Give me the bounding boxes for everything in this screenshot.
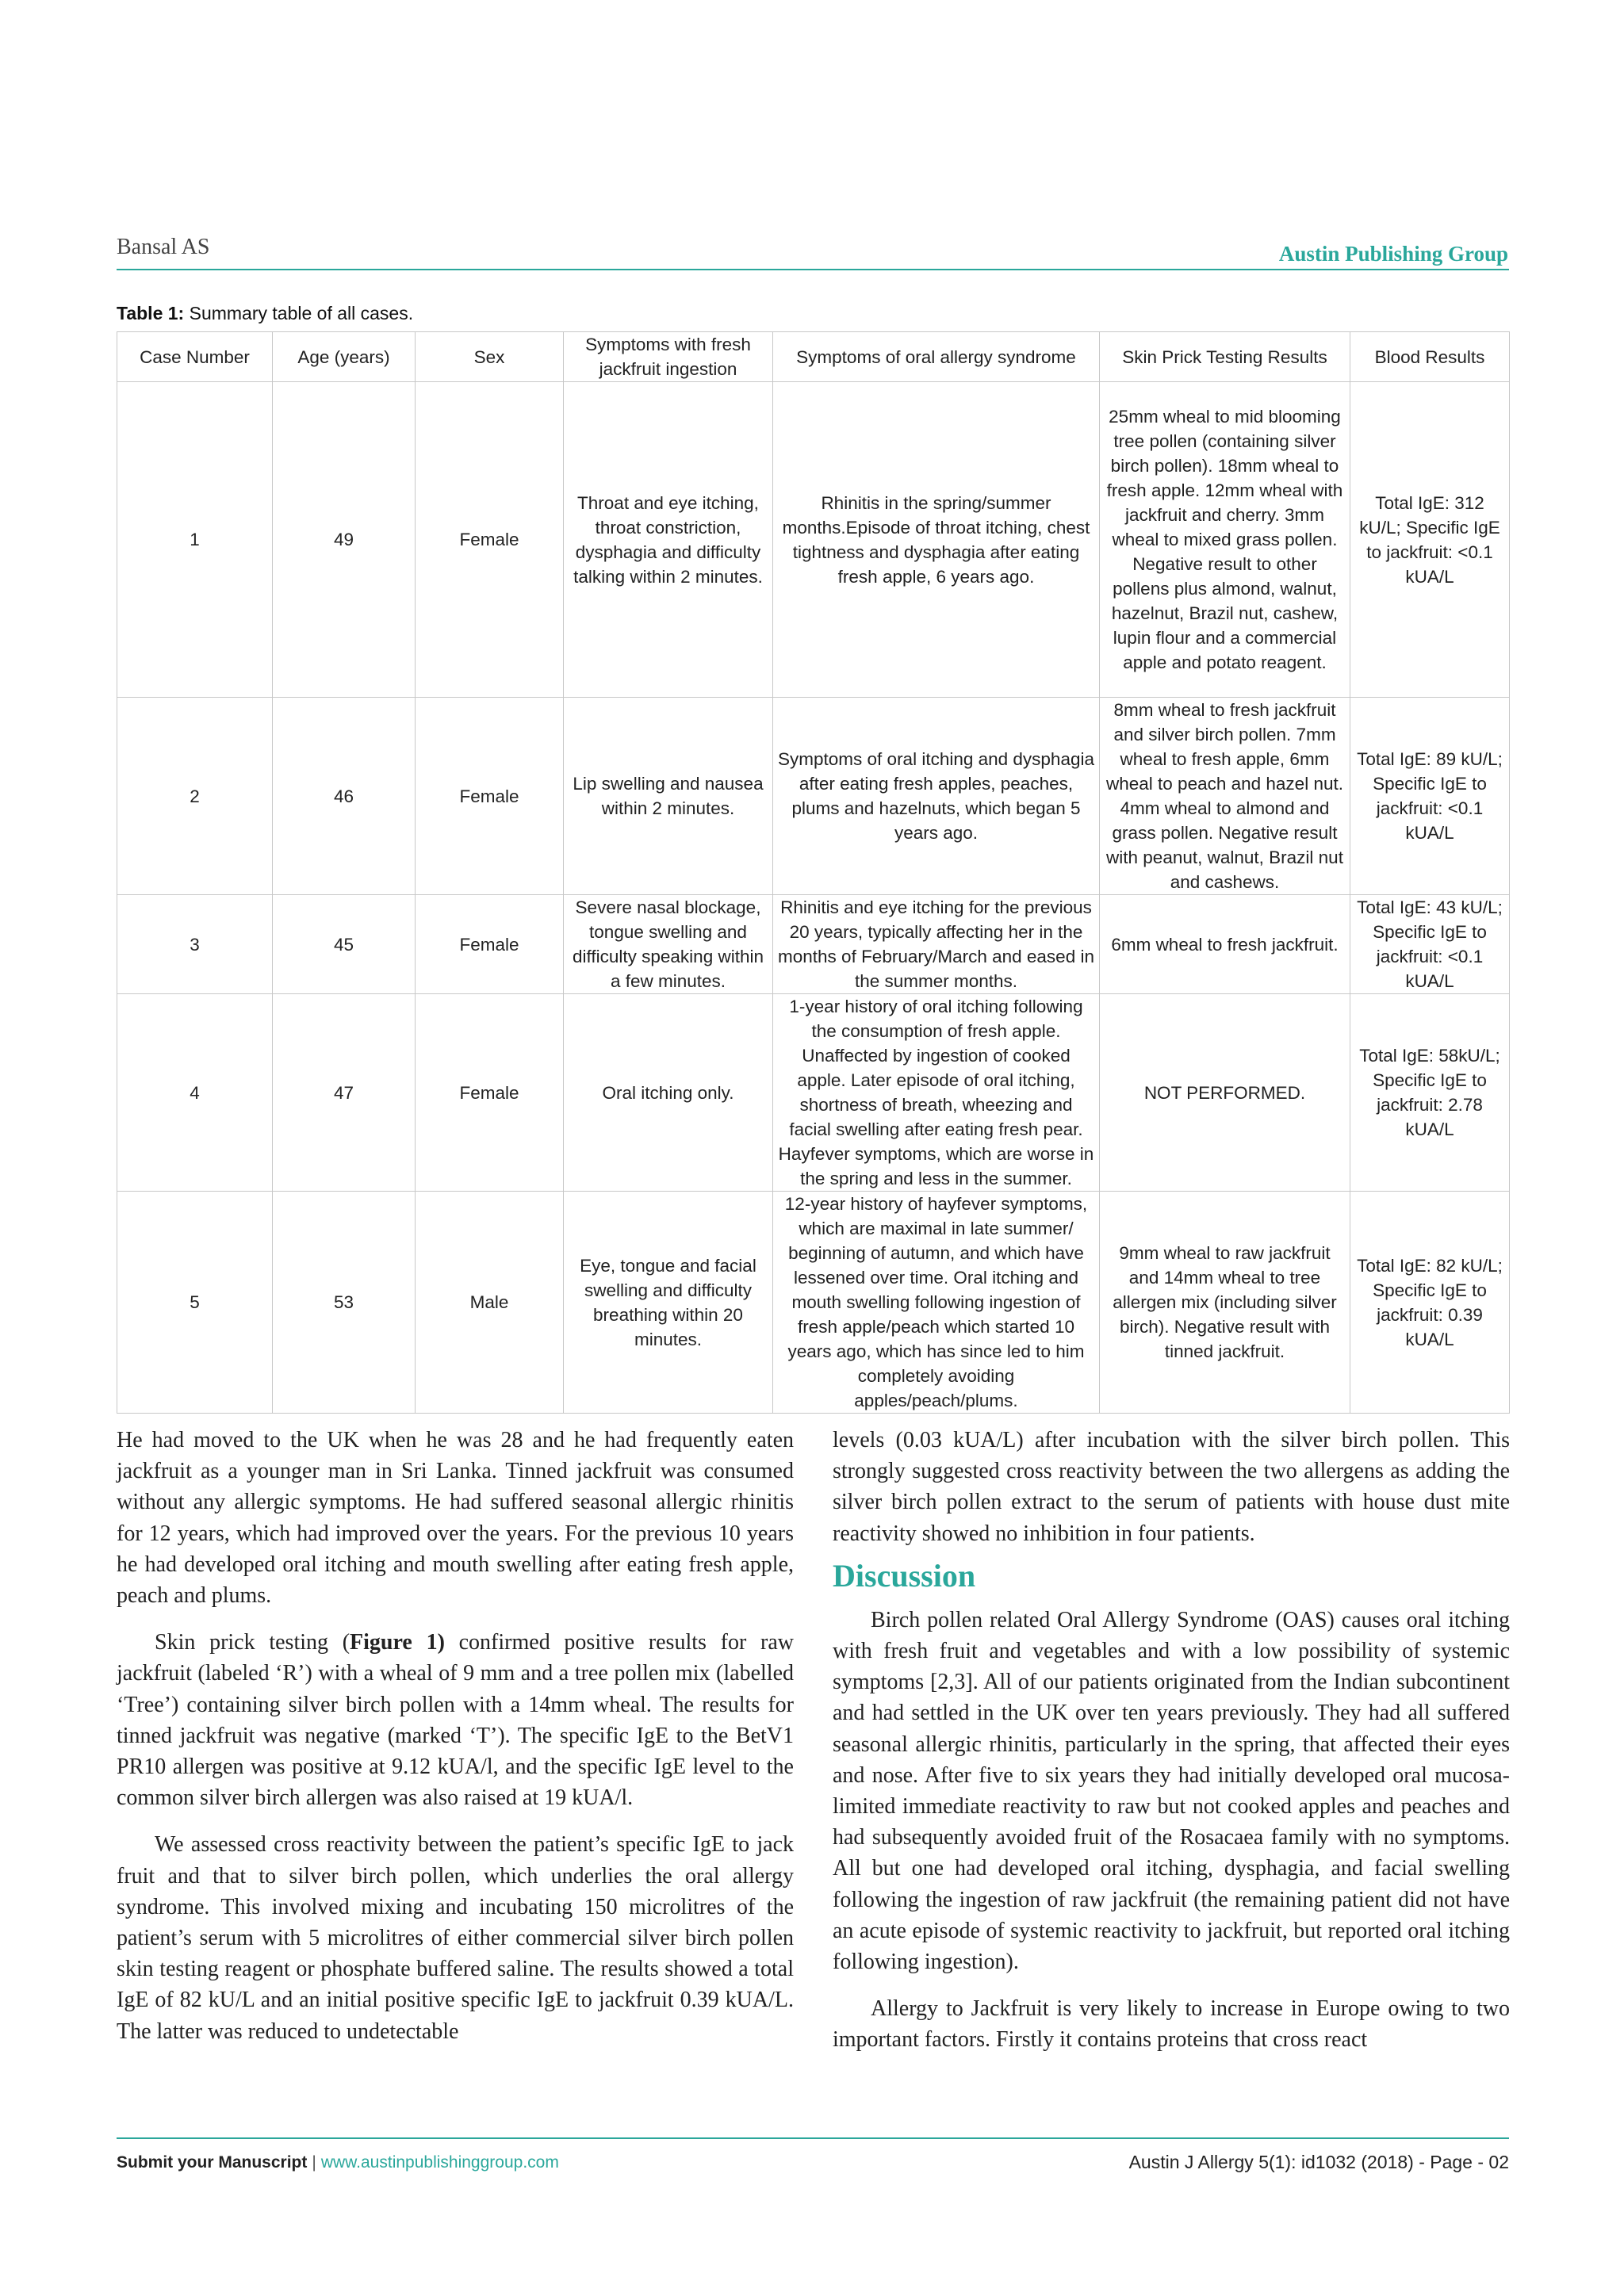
table-cell: Male xyxy=(416,1192,564,1414)
table-cell: Total IgE: 89 kU/L; Specific IgE to jackfruit: <0.1 kUA/L xyxy=(1350,698,1510,895)
table-caption xyxy=(117,303,413,324)
table-cell: Eye, tongue and facial swelling and difficulty breathing within 20 minutes. xyxy=(564,1192,773,1414)
table-cell: 3 xyxy=(117,895,273,994)
section-heading-discussion: Discussion xyxy=(833,1557,976,1594)
body-paragraph: Allergy to Jackfruit is very likely to increase in Europe owing to two important factors. Firstly it contains proteins that cross react xyxy=(833,1996,1510,2053)
column-header: Skin Prick Testing Results xyxy=(1100,332,1350,382)
left-text-column xyxy=(117,1425,794,2063)
table-cell: Female xyxy=(416,698,564,895)
body-paragraph xyxy=(117,1627,794,1813)
table-cell: 1-year history of oral itching following the consumption of fresh apple. Unaffected by ingestion of cooked apple. Later episode of oral itching, shortness of breath, wheezing and facial swelling after eating fresh pear. Hayfever symptoms, which are worse in the spring and less in the summer. xyxy=(773,994,1100,1192)
table-cell: Symptoms of oral itching and dysphagia after eating fresh apples, peaches, plums and hazelnuts, which began 5 years ago. xyxy=(773,698,1100,895)
submit-manuscript-link[interactable]: Submit your Manuscript xyxy=(117,2153,308,2172)
table-cell: 25mm wheal to mid blooming tree pollen (containing silver birch pollen). 18mm wheal to fresh apple. 12mm wheal with jackfruit and cherry. 3mm wheal to mixed grass pollen. Negative result to other pollens plus almond, walnut, hazelnut, Brazil nut, cashew, lupin flour and a commercial apple and potato reagent. xyxy=(1100,382,1350,698)
table-caption-label: Table 1: xyxy=(117,303,185,323)
table-row xyxy=(117,698,1510,895)
table-cell: 12-year history of hayfever symptoms, which are maximal in late summer/ beginning of autumn, and which have lessened over time. Oral itching and mouth swelling following ingestion of fresh apple/peach which started 10 years ago, which has since led to him completely avoiding apples/peach/plums. xyxy=(773,1192,1100,1414)
table-header-row xyxy=(117,332,1510,382)
table-cell: Total IgE: 312 kU/L; Specific IgE to jackfruit: <0.1 kUA/L xyxy=(1350,382,1510,698)
table-cell: NOT PERFORMED. xyxy=(1100,994,1350,1192)
table-row xyxy=(117,895,1510,994)
cases-summary-table xyxy=(117,331,1510,1414)
table-cell: Rhinitis and eye itching for the previous 20 years, typically affecting her in the months of February/March and eased in the summer months. xyxy=(773,895,1100,994)
body-paragraph: Birch pollen related Oral Allergy Syndrome (OAS) causes oral itching with fresh fruit and vegetables and with a low possibility of systemic symptoms [2,3]. All of our patients originated from the Indian subcontinent and had settled in the UK over ten years previously. They had all suffered seasonal allergic rhinitis, particularly in the spring, that affected their eyes and nose. After five to six years they had initially developed oral mucosa-limited immediate reactivity to raw but not cooked apples and peaches and had subsequently avoided fruit of the Rosacaea family with no symptoms. All but one had developed oral itching, dysphagia, and facial swelling following the ingestion of raw jackfruit (the remaining patient did not have an acute episode of systemic reactivity to jackfruit, but reported oral itching following ingestion). xyxy=(833,1607,1510,1975)
header-divider xyxy=(117,269,1509,270)
table-cell: Severe nasal blockage, tongue swelling and difficulty speaking within a few minutes. xyxy=(564,895,773,994)
paragraph-text: confirmed positive results for raw jackfruit (labeled ‘R’) with a wheal of 9 mm and a tree pollen mix (labelled ‘Tree’) containing silver birch pollen with a 14mm wheal. The results for tinned jackfruit was negative (marked ‘T’). The specific IgE to the BetV1 PR10 allergen was positive at 9.12 kUA/l, and the specific IgE level to the common silver birch allergen was also raised at 19 kUA/l. xyxy=(117,1630,794,1811)
table-cell: 6mm wheal to fresh jackfruit. xyxy=(1100,895,1350,994)
table-cell: 46 xyxy=(273,698,416,895)
page-citation: Austin J Allergy 5(1): id1032 (2018) - Page - 02 xyxy=(1128,2152,1509,2172)
table-cell: Total IgE: 58kU/L; Specific IgE to jackfruit: 2.78 kUA/L xyxy=(1350,994,1510,1192)
body-paragraph: levels (0.03 kUA/L) after incubation with the silver birch pollen. This strongly suggested cross reactivity between the two allergens as adding the silver birch pollen extract to the serum of patients with house dust mite reactivity showed no inhibition in four patients. xyxy=(833,1428,1510,1546)
figure-reference-link[interactable]: Figure 1) xyxy=(350,1630,445,1655)
table-cell: Total IgE: 43 kU/L; Specific IgE to jackfruit: <0.1 kUA/L xyxy=(1350,895,1510,994)
table-row xyxy=(117,1192,1510,1414)
footer-divider xyxy=(117,2137,1509,2139)
table-cell: 1 xyxy=(117,382,273,698)
paragraph-text: Skin prick testing ( xyxy=(155,1630,350,1655)
table-cell: Rhinitis in the spring/summer months.Episode of throat itching, chest tightness and dysphagia after eating fresh apple, 6 years ago. xyxy=(773,382,1100,698)
body-paragraph: We assessed cross reactivity between the patient’s specific IgE to jack fruit and that to silver birch pollen, which underlies the oral allergy syndrome. This involved mixing and incubating 150 microlitres of the patient’s serum with 5 microlitres of either commercial silver birch pollen skin testing reagent or phosphate buffered saline. The results showed a total IgE of 82 kU/L and an initial positive specific IgE to jackfruit 0.39 kUA/L. The latter was reduced to undetectable xyxy=(117,1832,794,2044)
footer-separator: | xyxy=(312,2153,316,2172)
running-author: Bansal AS xyxy=(117,235,210,259)
footer-links xyxy=(117,2153,559,2172)
table-row xyxy=(117,994,1510,1192)
table-cell: 5 xyxy=(117,1192,273,1414)
table-cell: 45 xyxy=(273,895,416,994)
table-cell: Female xyxy=(416,895,564,994)
column-header: Symptoms with fresh jackfruit ingestion xyxy=(564,332,773,382)
publisher-name: Austin Publishing Group xyxy=(1278,242,1508,266)
website-link[interactable]: www.austinpublishinggroup.com xyxy=(320,2153,559,2172)
column-header: Symptoms of oral allergy syndrome xyxy=(773,332,1100,382)
body-paragraph: He had moved to the UK when he was 28 and he had frequently eaten jackfruit as a younger man in Sri Lanka. Tinned jackfruit was consumed without any allergic symptoms. He had suffered seasonal allergic rhinitis for 12 years, which had improved over the years. For the previous 10 years he had developed oral itching and mouth swelling after eating fresh apple, peach and plums. xyxy=(117,1428,794,1609)
table-cell: 8mm wheal to fresh jackfruit and silver birch pollen. 7mm wheal to fresh apple, 6mm wheal to peach and hazel nut. 4mm wheal to almond and grass pollen. Negative result with peanut, walnut, Brazil nut and cashews. xyxy=(1100,698,1350,895)
table-cell: 2 xyxy=(117,698,273,895)
table-cell: 49 xyxy=(273,382,416,698)
table-cell: Throat and eye itching, throat constriction, dysphagia and difficulty talking within 2 minutes. xyxy=(564,382,773,698)
table-cell: 53 xyxy=(273,1192,416,1414)
column-header: Blood Results xyxy=(1350,332,1510,382)
table-cell: Total IgE: 82 kU/L; Specific IgE to jackfruit: 0.39 kUA/L xyxy=(1350,1192,1510,1414)
table-cell: Female xyxy=(416,382,564,698)
column-header: Case Number xyxy=(117,332,273,382)
table-cell: 47 xyxy=(273,994,416,1192)
right-text-column xyxy=(833,1425,1510,2072)
table-caption-text: Summary table of all cases. xyxy=(184,303,414,323)
table-row xyxy=(117,382,1510,698)
table-cell: Lip swelling and nausea within 2 minutes. xyxy=(564,698,773,895)
table-cell: 9mm wheal to raw jackfruit and 14mm wheal to tree allergen mix (including silver birch). Negative result with tinned jackfruit. xyxy=(1100,1192,1350,1414)
table-cell: 4 xyxy=(117,994,273,1192)
table-cell: Oral itching only. xyxy=(564,994,773,1192)
column-header: Age (years) xyxy=(273,332,416,382)
column-header: Sex xyxy=(416,332,564,382)
table-cell: Female xyxy=(416,994,564,1192)
